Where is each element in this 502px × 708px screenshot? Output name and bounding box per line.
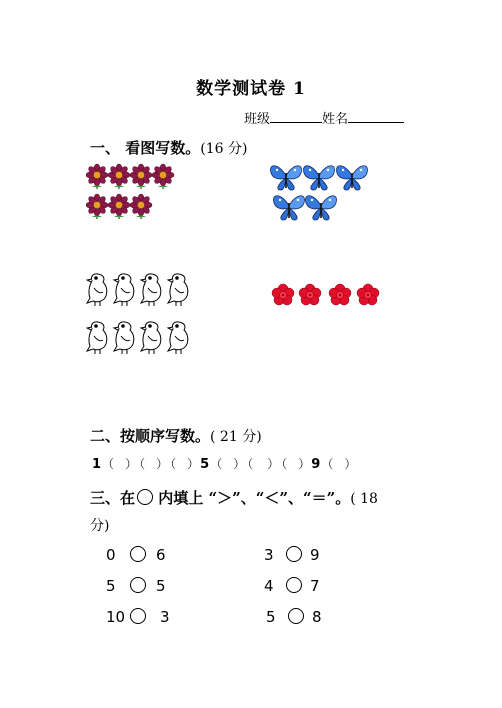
comparison-item <box>106 577 166 595</box>
compare-circle[interactable] <box>286 546 302 562</box>
butterfly-group <box>268 162 372 228</box>
section-3-heading <box>90 487 378 508</box>
compare-right: 6 <box>156 546 166 564</box>
section-3-title: 三、在 <box>90 489 136 507</box>
comparison-item <box>106 546 166 564</box>
compare-right: 3 <box>160 608 170 626</box>
compare-right: 7 <box>310 577 320 595</box>
section-1-heading <box>90 137 247 158</box>
bird-group <box>86 268 196 364</box>
page-title: 数学测试卷 1 <box>196 79 306 99</box>
section-2-title: 二、按顺序写数。 <box>90 427 211 445</box>
compare-right: 5 <box>156 577 166 595</box>
compare-left: 4 <box>264 577 274 595</box>
red-flower-group <box>270 282 382 312</box>
compare-circle[interactable] <box>130 546 146 562</box>
circle-icon <box>137 489 153 505</box>
comparison-item <box>266 608 322 626</box>
name-blank[interactable] <box>348 110 404 123</box>
name-label: 姓名 <box>322 112 349 127</box>
compare-circle[interactable] <box>130 577 146 593</box>
class-label: 班级 <box>244 112 271 127</box>
flower-group <box>86 163 176 229</box>
seq-number-5: 5 <box>200 457 210 472</box>
section-2-points: ( 21 分) <box>210 429 262 445</box>
class-blank[interactable] <box>270 110 322 123</box>
comparison-item <box>106 608 170 626</box>
compare-left: 0 <box>106 546 116 564</box>
comparison-item <box>264 546 320 564</box>
section-3-title-rest: 内填上 “＞”、“＜”、“＝”。 <box>153 489 351 507</box>
compare-circle[interactable] <box>288 608 304 624</box>
student-info <box>244 108 404 127</box>
comparison-item <box>264 577 320 595</box>
section-2-heading <box>90 425 262 446</box>
section-3-points-cont: 分) <box>90 518 110 534</box>
compare-circle[interactable] <box>286 577 302 593</box>
compare-left: 5 <box>266 608 276 626</box>
compare-right: 8 <box>312 608 322 626</box>
section-3-points: ( 18 <box>350 491 378 507</box>
compare-left: 10 <box>106 608 126 626</box>
compare-left: 5 <box>106 577 116 595</box>
compare-circle[interactable] <box>130 608 146 624</box>
section-1-points: (16 分) <box>200 141 248 157</box>
compare-left: 3 <box>264 546 274 564</box>
seq-number-9: 9 <box>311 457 321 472</box>
section-1-title: 一、 看图写数。 <box>90 139 201 157</box>
compare-right: 9 <box>310 546 320 564</box>
number-sequence: 1（ ） （ ） （ ）5（ ） （ ） （ ）9（ ） <box>92 457 357 472</box>
seq-number-1: 1 <box>92 457 102 472</box>
